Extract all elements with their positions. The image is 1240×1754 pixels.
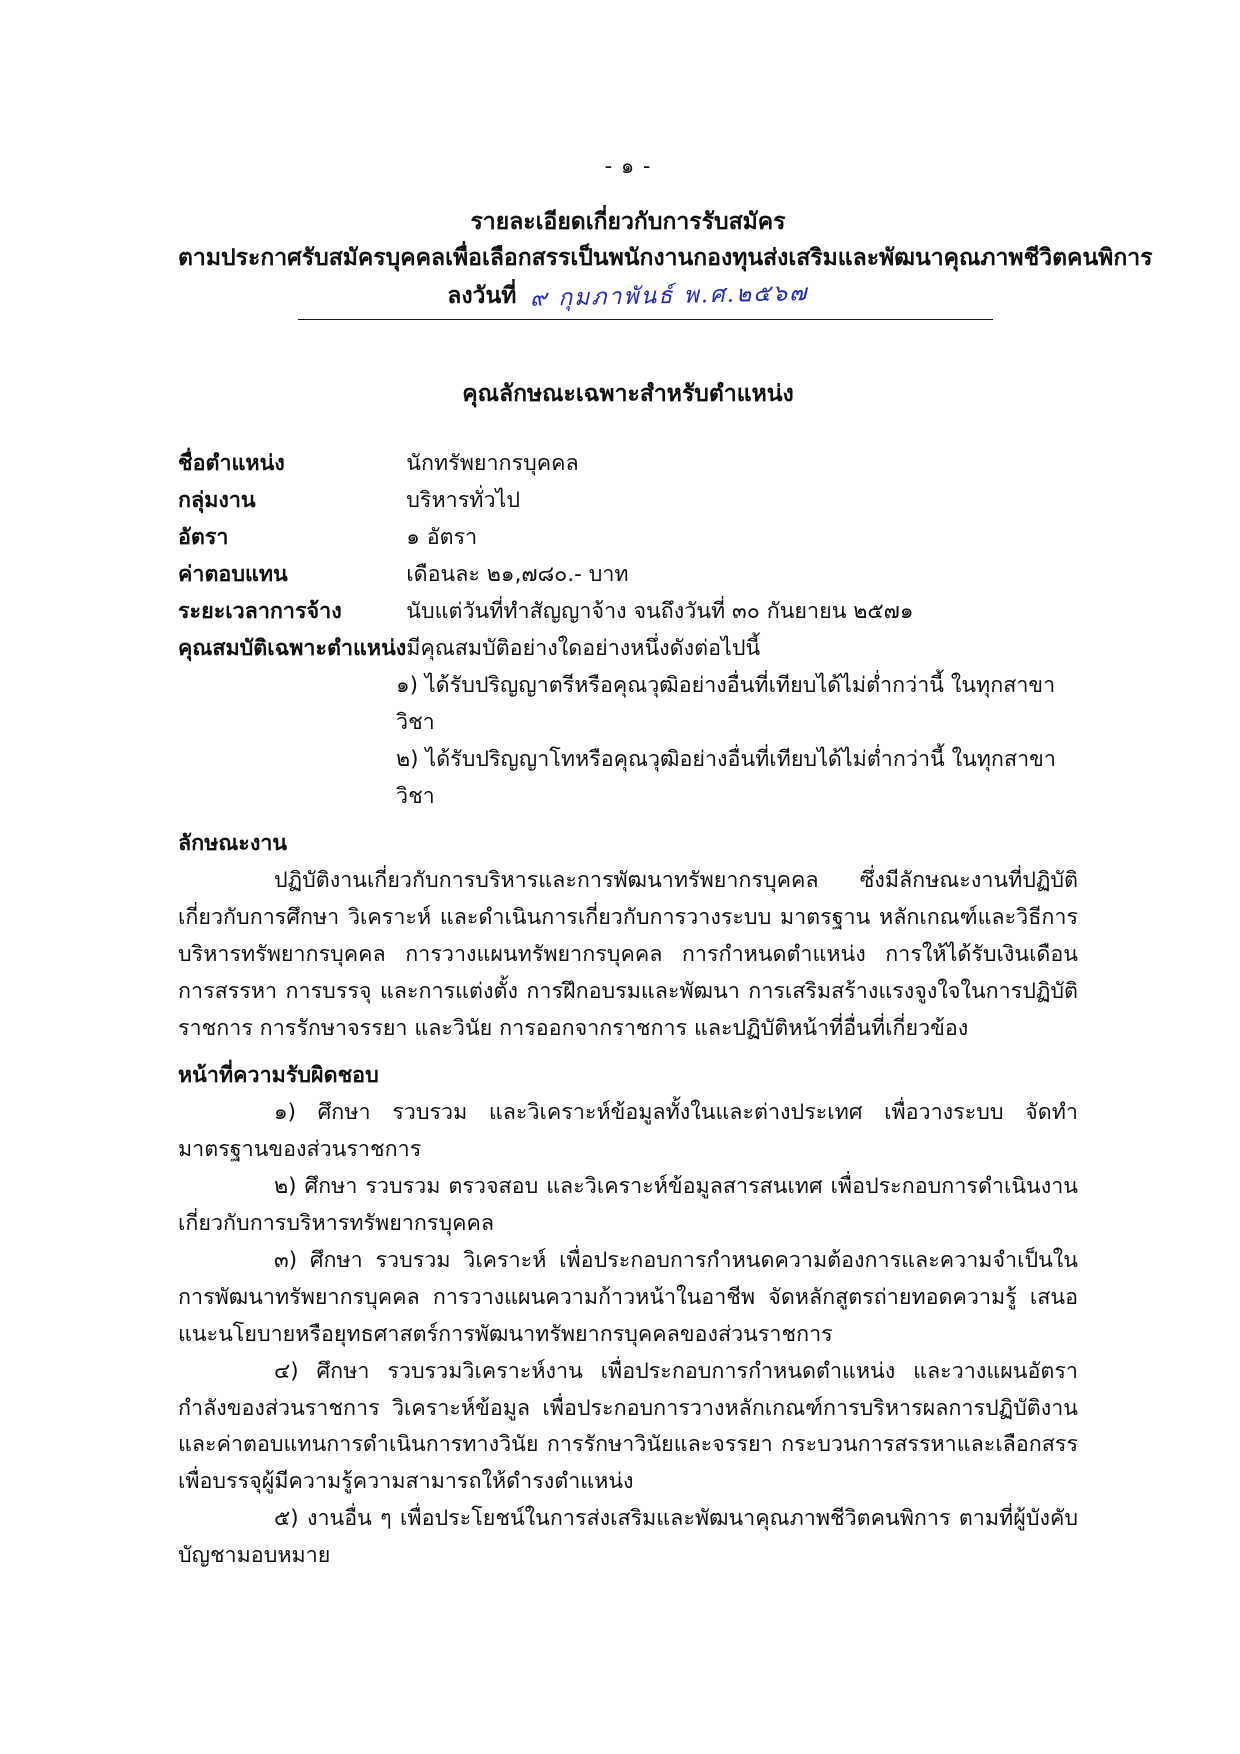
page-number: - ๑ - xyxy=(604,154,652,178)
list-item: ๕) งานอื่น ๆ เพื่อประโยชน์ในการส่งเสริมและพัฒนาคุณภาพชีวิตคนพิการ ตามที่ผู้บังคับบัญชามอบหมาย xyxy=(178,1506,1078,1569)
list-item: ๒) ศึกษา รวบรวม ตรวจสอบ และวิเคราะห์ข้อมูลสารสนเทศ เพื่อประกอบการดำเนินงานเกี่ยวกับการบริหารทรัพยากรบุคคล xyxy=(178,1173,1078,1236)
section-heading: คุณลักษณะเฉพาะสำหรับตำแหน่ง xyxy=(462,381,794,408)
signature-date-label: ลงวันที่ xyxy=(447,283,517,310)
field-value: เดือนละ ๒๑,๗๘๐.- บาท xyxy=(406,562,629,588)
title-line-1: รายละเอียดเกี่ยวกับการรับสมัคร xyxy=(470,209,786,235)
field-label: ชื่อตำแหน่ง xyxy=(178,451,285,477)
field-value: ๑ อัตรา xyxy=(406,525,478,551)
handwritten-date: ๙ กุมภาพันธ์ พ.ศ.๒๕๖๗ xyxy=(530,280,810,313)
list-item: ๔) ศึกษา รวบรวมวิเคราะห์งาน เพื่อประกอบการกำหนดตำแหน่ง และวางแผนอัตรากำลังของส่วนราชการ วิเคราะห์ข้อมูล เพื่อประกอบการวางหลักเกณฑ์การบริหารผลการปฏิบัติงานและค่าตอบแทนการดำเนินการทางวินัย การรักษาวินัยและจรรยา กระบวนการสรรหาและเลือกสรรเพื่อบรรจุผู้มีความรู้ความสามารถให้ดำรงตำแหน่ง xyxy=(178,1358,1078,1495)
document-content xyxy=(178,150,1153,1575)
field-label: อัตรา xyxy=(178,525,229,551)
table-row xyxy=(178,557,1078,594)
page-title xyxy=(178,205,1153,276)
field-label: ค่าตอบแทน xyxy=(178,562,288,588)
field-value: บริหารทั่วไป xyxy=(406,488,520,514)
table-row xyxy=(178,594,1078,631)
table-row xyxy=(178,483,1078,520)
list-item: ๑) ศึกษา รวบรวม และวิเคราะห์ข้อมูลทั้งในและต่างประเทศ เพื่อวางระบบ จัดทำมาตรฐานของส่วนราชการ xyxy=(178,1099,1078,1162)
job-nature-text: ปฏิบัติงานเกี่ยวกับการบริหารและการพัฒนาทรัพยากรบุคคล ซึ่งมีลักษณะงานที่ปฏิบัติเกี่ยวกับการศึกษา วิเคราะห์ และดำเนินการเกี่ยวกับการวางระบบ มาตรฐาน หลักเกณฑ์และวิธีการบริหารทรัพยากรบุคคล การวางแผนทรัพยากรบุคคล การกำหนดตำแหน่ง การให้ได้รับเงินเดือน การสรรหา การบรรจุ และการแต่งตั้ง การฝึกอบรมและพัฒนา การเสริมสร้างแรงจูงใจในการปฏิบัติราชการ การรักษาจรรยา และวินัย การออกจากราชการ และปฏิบัติหน้าที่อื่นที่เกี่ยวข้อง xyxy=(178,867,1078,1041)
job-nature-heading: ลักษณะงาน xyxy=(178,830,288,856)
title-line-2: ตามประกาศรับสมัครบุคคลเพื่อเลือกสรรเป็นพนักงานกองทุนส่งเสริมและพัฒนาคุณภาพชีวิตคนพิการ xyxy=(178,244,1153,271)
table-row xyxy=(178,631,1078,668)
list-item: ๒) ได้รับปริญญาโทหรือคุณวุฒิอย่างอื่นที่เทียบได้ไม่ต่ำกว่านี้ ในทุกสาขาวิชา xyxy=(396,747,1056,809)
field-label: กลุ่มงาน xyxy=(178,488,256,514)
signature-date-row xyxy=(178,278,1078,314)
table-row xyxy=(178,446,1078,483)
field-value: มีคุณสมบัติอย่างใดอย่างหนึ่งดังต่อไปนี้ xyxy=(406,636,761,662)
field-label: ระยะเวลาการจ้าง xyxy=(178,599,342,625)
field-value: นักทรัพยากรบุคคล xyxy=(406,451,579,477)
table-row xyxy=(178,520,1078,557)
list-item: ๓) ศึกษา รวบรวม วิเคราะห์ เพื่อประกอบการกำหนดความต้องการและความจำเป็นในการพัฒนาทรัพยากรบุคคล การวางแผนความก้าวหน้าในอาชีพ จัดหลักสูตรถ่ายทอดความรู้ เสนอแนะนโยบายหรือยุทธศาสตร์การพัฒนาทรัพยากรบุคคลของส่วนราชการ xyxy=(178,1247,1078,1347)
signature-underline xyxy=(298,319,993,320)
field-value: นับแต่วันที่ทำสัญญาจ้าง จนถึงวันที่ ๓๐ กันยายน ๒๕๗๑ xyxy=(406,599,914,625)
field-label: คุณสมบัติเฉพาะตำแหน่ง xyxy=(178,636,407,662)
list-item: ๑) ได้รับปริญญาตรีหรือคุณวุฒิอย่างอื่นที่เทียบได้ไม่ต่ำกว่านี้ ในทุกสาขาวิชา xyxy=(396,673,1056,736)
position-details-table xyxy=(178,446,1078,668)
responsibilities-heading: หน้าที่ความรับผิดชอบ xyxy=(178,1062,379,1088)
